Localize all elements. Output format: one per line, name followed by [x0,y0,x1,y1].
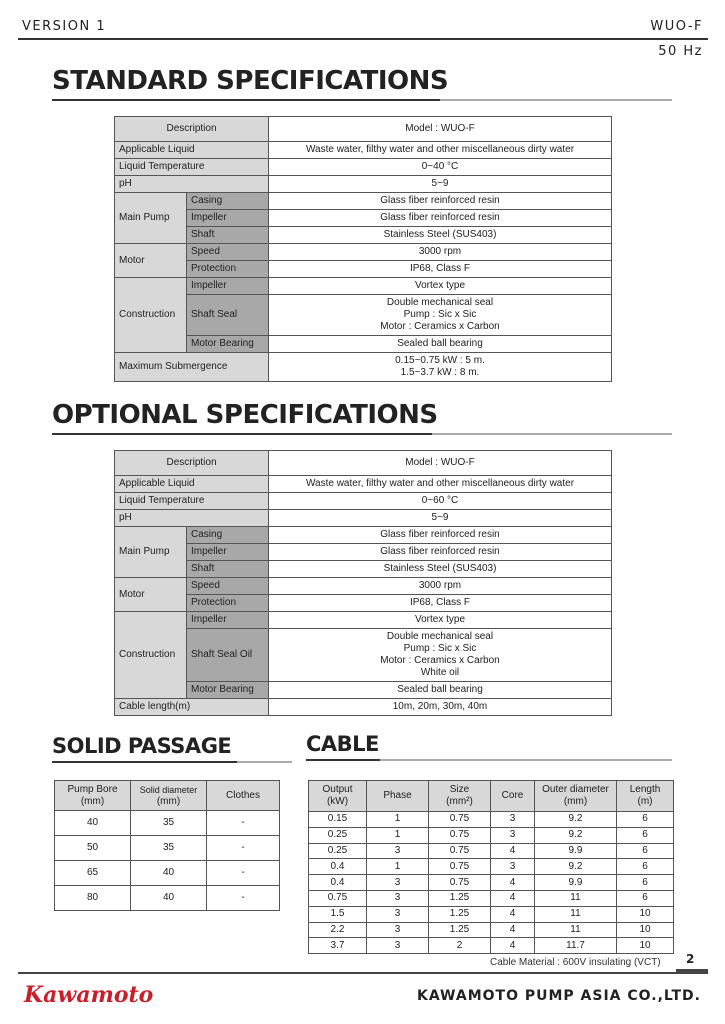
table-row [309,859,674,875]
max-sub-line: 1.5~3.7 kW : 8 m. [400,367,480,378]
phase-cell: 3 [367,890,429,906]
size-cell: 0.75 [429,843,491,859]
outer-diameter-cell: 9.2 [535,859,617,875]
cable-title-underline [306,759,380,761]
size-cell: 1.25 [429,890,491,906]
speed-label: Speed [187,244,269,261]
impeller-value: Glass fiber reinforced resin [269,544,612,561]
clothes-cell: - [207,886,280,911]
size-cell: 0.75 [429,859,491,875]
outer-diameter-cell: 11 [535,906,617,922]
liquid-temp-value: 0~60 °C [269,493,612,510]
solid-cell: 35 [131,836,207,861]
impeller-label: Impeller [187,210,269,227]
shaft-label: Shaft [187,561,269,578]
header-line: (mm) [563,796,588,807]
liquid-temp-value: 0~40 °C [269,159,612,176]
ph-value: 5~9 [269,510,612,527]
clothes-header: Clothes [207,781,280,811]
company-name: KAWAMOTO PUMP ASIA CO.,LTD. [417,988,701,1004]
speed-value: 3000 rpm [269,244,612,261]
solid-cell: 40 [131,861,207,886]
clothes-cell: - [207,811,280,836]
table-row [309,890,674,906]
length-cell: 6 [617,875,674,891]
standard-spec-table [114,116,612,382]
liquid-temp-label: Liquid Temperature [115,493,269,510]
table-row [309,812,674,828]
length-cell: 6 [617,827,674,843]
cable-length-value: 10m, 20m, 30m, 40m [269,699,612,716]
table-row [55,811,280,836]
protection-label: Protection [187,261,269,278]
table-row [55,836,280,861]
length-cell: 6 [617,890,674,906]
header-line: Output [322,784,353,795]
ph-label: pH [115,176,269,193]
optional-spec-table [114,450,612,716]
shaft-value: Stainless Steel (SUS403) [269,561,612,578]
outer-diameter-cell: 11 [535,890,617,906]
length-cell: 10 [617,906,674,922]
impeller-value: Glass fiber reinforced resin [269,210,612,227]
table-row [309,938,674,954]
shaft-seal-line: Pump : Sic x Sic [403,643,477,654]
model-header: WUO-F [650,19,703,34]
header-line: Size [449,784,470,795]
footer-accent [676,969,708,973]
phase-cell: 3 [367,843,429,859]
outer-diameter-cell: 9.2 [535,827,617,843]
output-cell: 0.25 [309,843,367,859]
size-cell: 0.75 [429,875,491,891]
output-cell: 0.4 [309,875,367,891]
applicable-liquid-label: Applicable Liquid [115,142,269,159]
shaft-seal-line: Double mechanical seal [386,631,494,642]
construction-impeller-value: Vortex type [269,278,612,295]
length-header [617,781,674,812]
motor-bearing-label: Motor Bearing [187,336,269,353]
phase-header: Phase [367,781,429,812]
description-header: Description [115,451,269,476]
shaft-seal-oil-label: Shaft Seal Oil [187,629,269,682]
phase-cell: 3 [367,906,429,922]
optional-title-rule [432,433,672,435]
main-pump-label: Main Pump [115,193,187,244]
shaft-seal-line: Double mechanical seal [386,297,494,308]
protection-label: Protection [187,595,269,612]
core-header: Core [491,781,535,812]
length-cell: 10 [617,922,674,938]
length-cell: 6 [617,843,674,859]
kawamoto-logo: Kawamoto [24,982,154,1008]
phase-cell: 3 [367,938,429,954]
table-row [309,827,674,843]
outer-diameter-cell: 9.9 [535,843,617,859]
applicable-liquid-value: Waste water, filthy water and other miscellaneous dirty water [269,142,612,159]
model-header-cell: Model : WUO-F [269,117,612,142]
length-cell: 10 [617,938,674,954]
header-line: (m) [637,796,653,807]
applicable-liquid-label: Applicable Liquid [115,476,269,493]
size-cell: 1.25 [429,922,491,938]
clothes-cell: - [207,836,280,861]
output-cell: 3.7 [309,938,367,954]
standard-title-rule [440,99,672,101]
shaft-seal-line: Pump : Sic x Sic [403,309,477,320]
core-cell: 4 [491,906,535,922]
version-label: VERSION 1 [22,19,107,34]
bore-cell: 65 [55,861,131,886]
shaft-seal-value [269,295,612,336]
bore-cell: 40 [55,811,131,836]
table-row [309,922,674,938]
size-cell: 2 [429,938,491,954]
shaft-seal-label: Shaft Seal [187,295,269,336]
table-row [309,843,674,859]
model-header-cell: Model : WUO-F [269,451,612,476]
size-cell: 0.75 [429,827,491,843]
phase-cell: 1 [367,812,429,828]
main-pump-label: Main Pump [115,527,187,578]
solid-passage-table [54,780,280,911]
impeller-label: Impeller [187,544,269,561]
motor-label: Motor [115,244,187,278]
size-cell: 1.25 [429,906,491,922]
casing-value: Glass fiber reinforced resin [269,193,612,210]
core-cell: 3 [491,827,535,843]
core-cell: 4 [491,922,535,938]
output-cell: 2.2 [309,922,367,938]
bore-cell: 80 [55,886,131,911]
protection-value: IP68, Class F [269,595,612,612]
bore-cell: 50 [55,836,131,861]
header-line: (mm²) [446,796,473,807]
shaft-value: Stainless Steel (SUS403) [269,227,612,244]
casing-label: Casing [187,193,269,210]
phase-cell: 1 [367,827,429,843]
table-row [309,906,674,922]
shaft-seal-line: Motor : Ceramics x Carbon [380,655,500,666]
cable-table-body [309,812,674,954]
outer-diameter-cell: 9.9 [535,875,617,891]
applicable-liquid-value: Waste water, filthy water and other miscellaneous dirty water [269,476,612,493]
table-row [55,886,280,911]
solid-title-underline [52,761,237,763]
header-line: Solid diameter [139,784,198,795]
pump-bore-header [55,781,131,811]
phase-cell: 3 [367,922,429,938]
cable-title: CABLE [306,732,379,756]
table-row [309,875,674,891]
description-header: Description [115,117,269,142]
solid-passage-title: SOLID PASSAGE [52,734,232,758]
outer-diameter-cell: 11.7 [535,938,617,954]
casing-label: Casing [187,527,269,544]
construction-impeller-value: Vortex type [269,612,612,629]
cable-length-label: Cable length(m) [115,699,269,716]
max-sub-line: 0.15~0.75 kW : 5 m. [395,355,485,366]
outer-diameter-header [535,781,617,812]
construction-impeller-label: Impeller [187,612,269,629]
optional-title-underline [52,433,432,435]
solid-title-rule [237,761,292,763]
core-cell: 4 [491,843,535,859]
liquid-temp-label: Liquid Temperature [115,159,269,176]
header-line: (mm) [156,795,181,807]
clothes-cell: - [207,861,280,886]
size-header [429,781,491,812]
output-cell: 0.75 [309,890,367,906]
core-cell: 4 [491,938,535,954]
length-cell: 6 [617,812,674,828]
header-line: Outer diameter [542,784,609,795]
output-cell: 0.15 [309,812,367,828]
ph-value: 5~9 [269,176,612,193]
solid-diameter-header [131,781,207,811]
casing-value: Glass fiber reinforced resin [269,527,612,544]
shaft-seal-oil-value [269,629,612,682]
core-cell: 3 [491,859,535,875]
header-line: Pump Bore [67,783,118,795]
header-line: (kW) [326,796,349,807]
shaft-seal-line: Motor : Ceramics x Carbon [380,321,500,332]
solid-cell: 35 [131,811,207,836]
output-cell: 1.5 [309,906,367,922]
shaft-label: Shaft [187,227,269,244]
header-line: Length [629,784,661,795]
solid-cell: 40 [131,886,207,911]
cable-table [308,780,674,954]
motor-bearing-value: Sealed ball bearing [269,336,612,353]
core-cell: 4 [491,875,535,891]
max-submergence-label: Maximum Submergence [115,353,269,382]
construction-label: Construction [115,278,187,353]
output-cell: 0.4 [309,859,367,875]
length-cell: 6 [617,859,674,875]
motor-label: Motor [115,578,187,612]
frequency-label: 50 Hz [658,44,703,59]
shaft-seal-line: White oil [420,667,460,678]
cable-material-note: Cable Material : 600V insulating (VCT) [490,957,661,968]
outer-diameter-cell: 9.2 [535,812,617,828]
motor-bearing-value: Sealed ball bearing [269,682,612,699]
phase-cell: 1 [367,859,429,875]
outer-diameter-cell: 11 [535,922,617,938]
footer-divider [18,972,708,974]
core-cell: 3 [491,812,535,828]
core-cell: 4 [491,890,535,906]
motor-bearing-label: Motor Bearing [187,682,269,699]
output-header [309,781,367,812]
construction-impeller-label: Impeller [187,278,269,295]
standard-spec-title: STANDARD SPECIFICATIONS [52,66,449,96]
phase-cell: 3 [367,875,429,891]
construction-label: Construction [115,612,187,699]
optional-spec-title: OPTIONAL SPECIFICATIONS [52,400,438,430]
ph-label: pH [115,510,269,527]
cable-title-rule [380,759,672,761]
speed-value: 3000 rpm [269,578,612,595]
standard-title-underline [52,99,440,101]
speed-label: Speed [187,578,269,595]
table-row [55,861,280,886]
protection-value: IP68, Class F [269,261,612,278]
header-divider [18,38,708,40]
max-submergence-value [269,353,612,382]
output-cell: 0.25 [309,827,367,843]
page-number: 2 [686,952,695,966]
size-cell: 0.75 [429,812,491,828]
header-line: (mm) [80,795,105,807]
